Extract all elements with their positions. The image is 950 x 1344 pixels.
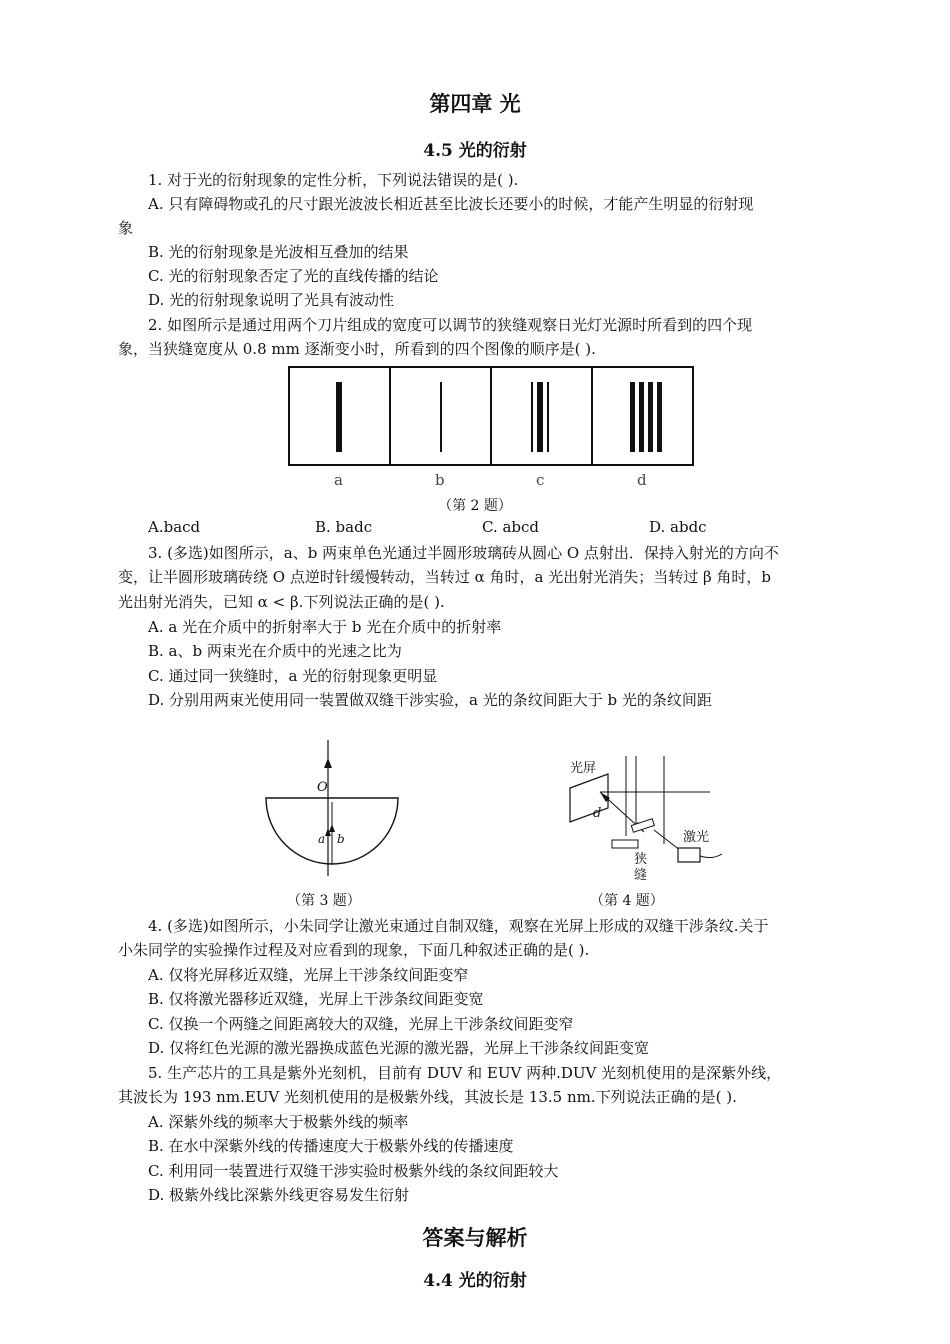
q5-option-c: C. 利用同一装置进行双缝干涉实验时极紫外线的条纹间距较大 — [148, 1162, 559, 1180]
fig4-label-slit-1: 狭 — [634, 852, 648, 867]
q1-option-d: D. 光的衍射现象说明了光具有波动性 — [148, 291, 395, 309]
q5-option-b: B. 在水中深紫外线的传播速度大于极紫外线的传播速度 — [148, 1137, 514, 1155]
fig3-label-a: a — [318, 832, 326, 846]
fig4-label-laser: 激光 — [683, 830, 710, 845]
q1-stem: 1. 对于光的衍射现象的定性分析，下列说法错误的是( ). — [148, 171, 519, 189]
laser-device — [678, 848, 700, 862]
q1-option-a-cont: 象 — [118, 219, 134, 237]
slit-b-band — [440, 382, 442, 452]
panel-label-d: d — [637, 471, 647, 489]
q1-option-c: C. 光的衍射现象否定了光的直线传播的结论 — [148, 267, 439, 285]
fig4-label-slit-2: 缝 — [634, 868, 648, 883]
q5-stem-cont: 其波长为 193 nm.EUV 光刻机使用的是极紫外线，其波长是 13.5 nm.下列说法正确的是( ). — [118, 1088, 737, 1106]
q3-caption: （第 3 题） — [287, 893, 361, 909]
q3-option-b: B. a、b 两束光在介质中的光速之比为 — [148, 642, 402, 660]
q4-stem: 4. (多选)如图所示，小朱同学让激光束通过自制双缝，观察在光屏上形成的双缝干涉条纹.关于 — [148, 917, 769, 935]
slit-d-bands — [630, 382, 662, 452]
slit-pattern-figure — [288, 366, 694, 466]
q4-caption: （第 4 题） — [590, 893, 664, 909]
q2-caption: （第 2 题） — [438, 498, 512, 514]
light-screen — [570, 774, 608, 822]
chapter-title: 第四章 光 — [429, 91, 521, 116]
panel-label-b: b — [435, 471, 445, 489]
q3-stem-cont1: 变，让半圆形玻璃砖绕 O 点逆时针缓慢转动，当转过 α 角时，a 光出射光消失；当转过 β 角时，b — [118, 568, 772, 586]
slit-c-bands — [531, 382, 549, 452]
q2-option-d: D. abdc — [649, 518, 707, 536]
q5-option-a: A. 深紫外线的频率大于极紫外线的频率 — [148, 1113, 409, 1131]
slit-a-band — [336, 382, 342, 452]
q3-stem: 3. (多选)如图所示，a、b 两束单色光通过半圆形玻璃砖从圆心 O 点射出．保持入射光的方向不 — [148, 544, 779, 562]
q2-option-b: B. badc — [315, 518, 373, 536]
q1-option-b: B. 光的衍射现象是光波相互叠加的结果 — [148, 243, 409, 261]
q4-option-c: C. 仅换一个两缝之间距离较大的双缝，光屏上干涉条纹间距变窄 — [148, 1015, 574, 1033]
q4-stem-cont: 小朱同学的实验操作过程及对应看到的现象，下面几种叙述正确的是( ). — [118, 941, 590, 959]
semicircle-glass-figure — [262, 736, 412, 886]
panel-label-c: c — [536, 471, 545, 489]
q3-option-c: C. 通过同一狭缝时，a 光的衍射现象更明显 — [148, 667, 438, 685]
fig3-label-o: O — [317, 780, 328, 795]
q5-stem: 5. 生产芯片的工具是紫外光刻机，目前有 DUV 和 EUV 两种.DUV 光刻机使用的是深紫外线， — [148, 1064, 782, 1082]
q3-option-a: A. a 光在介质中的折射率大于 b 光在介质中的折射率 — [148, 618, 502, 636]
fig4-label-screen: 光屏 — [570, 761, 597, 776]
q5-option-d: D. 极紫外线比深紫外线更容易发生衍射 — [148, 1186, 410, 1204]
q4-option-a: A. 仅将光屏移近双缝，光屏上干涉条纹间距变窄 — [148, 966, 469, 984]
q3-stem-cont2: 光出射光消失，已知 α < β.下列说法正确的是( ). — [118, 593, 445, 611]
fig3-label-b: b — [337, 832, 345, 846]
q2-stem-cont: 象，当狭缝宽度从 0.8 mm 逐渐变小时，所看到的四个图像的顺序是( ). — [118, 340, 596, 358]
up-arrow-icon — [324, 758, 332, 768]
answer-section-title: 4.4 光的衍射 — [423, 1271, 527, 1291]
answer-title: 答案与解析 — [422, 1225, 528, 1250]
q1-option-a: A. 只有障碍物或孔的尺寸跟光波波长相近甚至比波长还要小的时候，才能产生明显的衍射现 — [148, 195, 754, 213]
panel-label-a: a — [334, 471, 343, 489]
section-title: 4.5 光的衍射 — [423, 141, 527, 161]
q4-option-b: B. 仅将激光器移近双缝，光屏上干涉条纹间距变宽 — [148, 990, 484, 1008]
q2-option-c: C. abcd — [482, 518, 540, 536]
fig4-label-d: d — [593, 806, 602, 821]
q2-option-a: A.bacd — [148, 518, 201, 536]
q2-stem: 2. 如图所示是通过用两个刀片组成的宽度可以调节的狭缝观察日光灯光源时所看到的四个现 — [148, 316, 753, 334]
q4-option-d: D. 仅将红色光源的激光器换成蓝色光源的激光器，光屏上干涉条纹间距变宽 — [148, 1039, 650, 1057]
q3-option-d: D. 分别用两束光使用同一装置做双缝干涉实验，a 光的条纹间距大于 b 光的条纹间距 — [148, 691, 712, 709]
